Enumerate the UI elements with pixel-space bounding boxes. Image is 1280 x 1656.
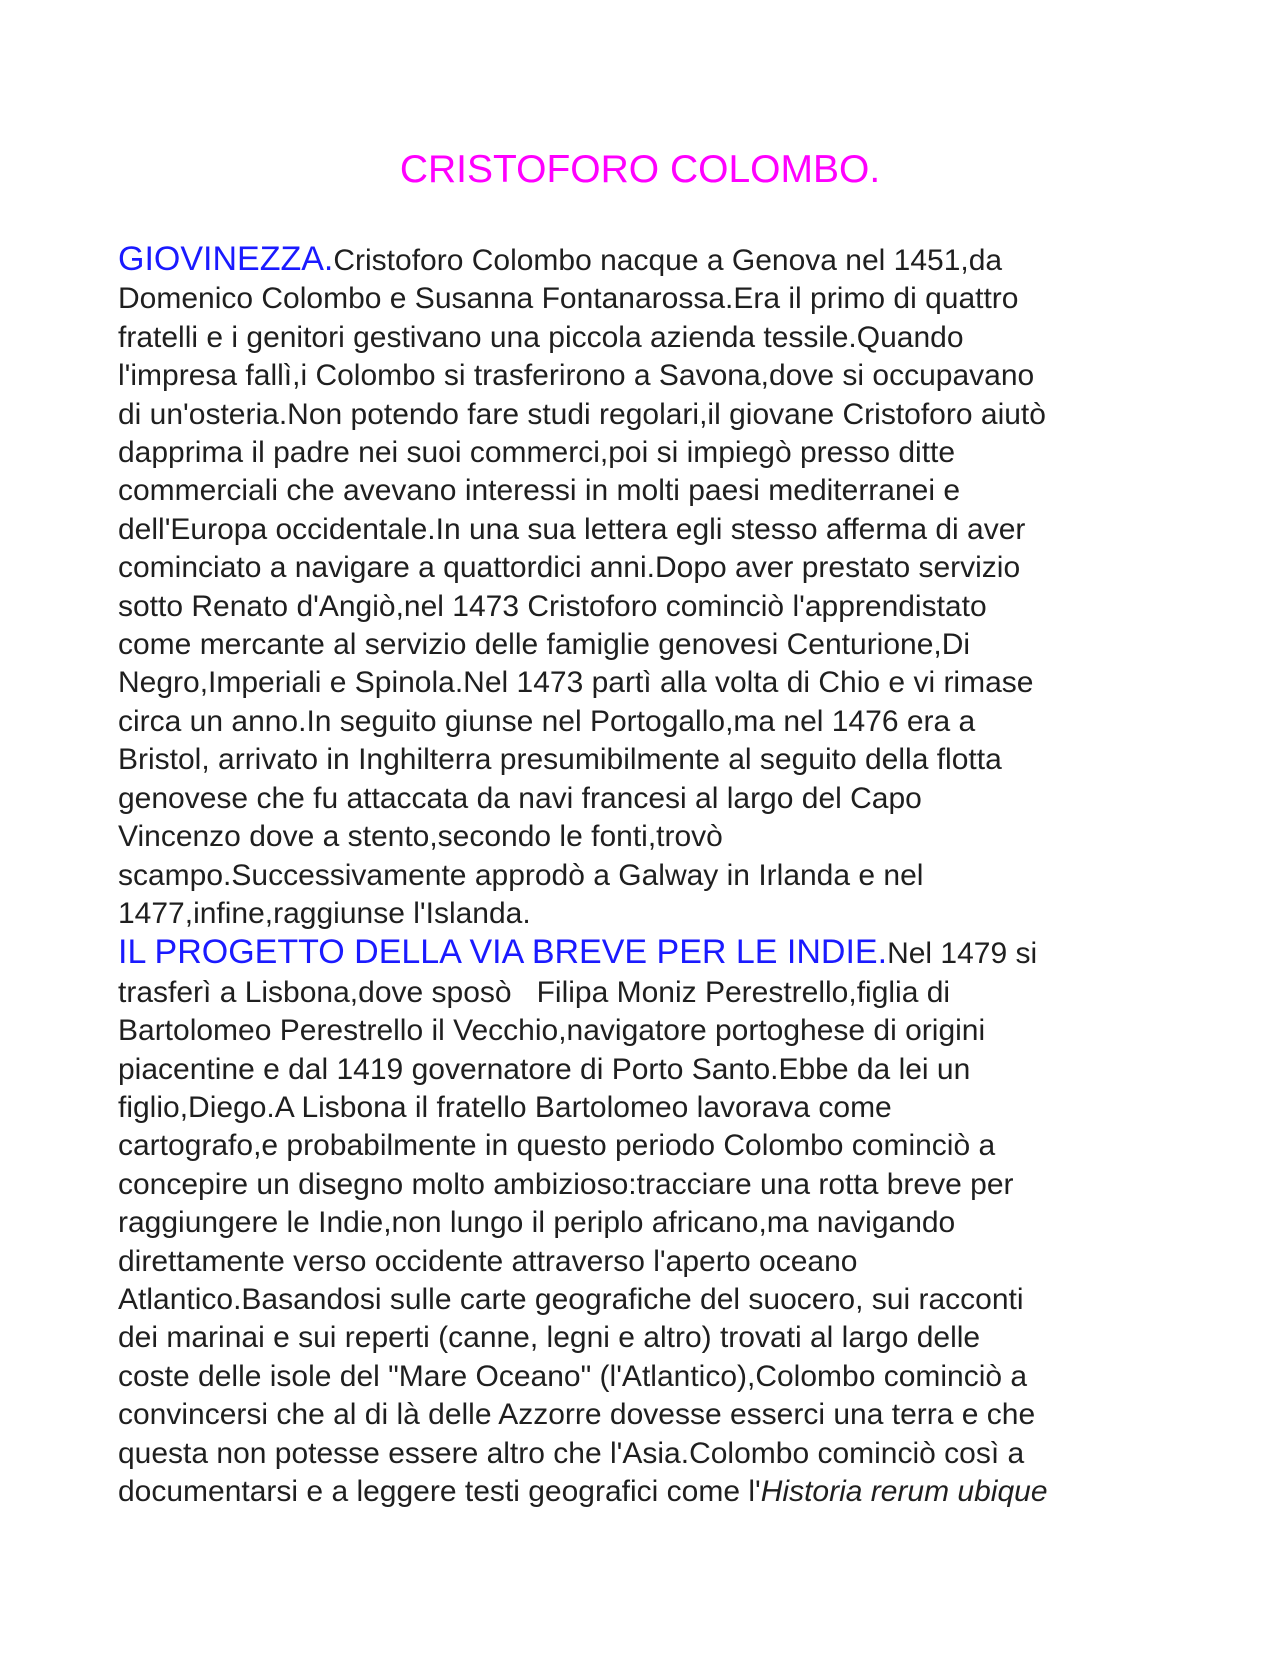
- text-line: [118, 1473, 1198, 1511]
- text-line-content: documentarsi e a leggere testi geografici come l': [118, 1475, 761, 1508]
- text-line: questa non potesse essere altro che l'Asia.Colombo cominciò così a: [118, 1436, 1025, 1470]
- text-line: convincersi che al di là delle Azzorre dovesse esserci una terra e che: [118, 1398, 1036, 1432]
- page-title: CRISTOFORO COLOMBO.: [399, 148, 881, 191]
- section-heading-giovinezza: GIOVINEZZA.: [118, 240, 334, 278]
- text-line: Bristol, arrivato in Inghilterra presumibilmente al seguito della flotta: [118, 743, 1002, 777]
- text-line: raggiungere le Indie,non lungo il periplo africano,ma navigando: [118, 1206, 956, 1240]
- document-body: [118, 240, 1198, 1511]
- text-line: sotto Renato d'Angiò,nel 1473 Cristoforo cominciò l'apprendistato: [118, 589, 987, 623]
- text-line: piacentine e dal 1419 governatore di Porto Santo.Ebbe da lei un: [118, 1052, 971, 1086]
- text-line: cartografo,e probabilmente in questo periodo Colombo cominciò a: [118, 1129, 996, 1163]
- text-line: dapprima il padre nei suoi commerci,poi si impiegò presso ditte: [118, 436, 956, 470]
- text-line: genovese che fu attaccata da navi francesi al largo del Capo: [118, 781, 922, 815]
- text-line-content: Nel 1479 si: [887, 937, 1038, 971]
- text-line: coste delle isole del "Mare Oceano" (l'Atlantico),Colombo cominciò a: [118, 1359, 1028, 1393]
- text-line: trasferì a Lisbona,dove sposò Filipa Moniz Perestrello,figlia di: [118, 975, 951, 1009]
- text-line: di un'osteria.Non potendo fare studi regolari,il giovane Cristoforo aiutò: [118, 397, 1046, 431]
- text-line: fratelli e i genitori gestivano una piccola azienda tessile.Quando: [118, 320, 964, 354]
- text-line: 1477,infine,raggiunse l'Islanda.: [118, 896, 531, 930]
- text-line: dei marinai e sui reperti (canne, legni e altro) trovati al largo delle: [118, 1321, 981, 1355]
- text-line: dell'Europa occidentale.In una sua lettera egli stesso afferma di aver: [118, 512, 1026, 546]
- text-line: Negro,Imperiali e Spinola.Nel 1473 partì alla volta di Chio e vi rimase: [118, 666, 1034, 700]
- text-line: come mercante al servizio delle famiglie genovesi Centurione,Di: [118, 628, 971, 662]
- text-line: [118, 240, 1198, 280]
- text-line: Vincenzo dove a stento,secondo le fonti,trovò: [118, 820, 723, 854]
- text-line: commerciali che avevano interessi in molti paesi mediterranei e: [118, 474, 961, 508]
- text-line: cominciato a navigare a quattordici anni.Dopo aver prestato servizio: [118, 551, 1021, 585]
- section-heading-progetto: IL PROGETTO DELLA VIA BREVE PER LE INDIE.: [118, 933, 888, 972]
- text-line: figlio,Diego.A Lisbona il fratello Bartolomeo lavorava come: [118, 1090, 892, 1124]
- text-line: Bartolomeo Perestrello il Vecchio,navigatore portoghese di origini: [118, 1014, 986, 1048]
- text-line: [118, 933, 1198, 973]
- text-line: scampo.Successivamente approdò a Galway in Irlanda e nel: [118, 858, 924, 892]
- text-line-content: Cristoforo Colombo nacque a Genova nel 1451,da: [333, 244, 1003, 277]
- text-line: Domenico Colombo e Susanna Fontanarossa.Era il primo di quattro: [118, 282, 1019, 316]
- text-line: circa un anno.In seguito giunse nel Portogallo,ma nel 1476 era a: [118, 704, 976, 738]
- text-line: l'impresa fallì,i Colombo si trasferirono a Savona,dove si occupavano: [118, 359, 1035, 393]
- book-title-italic: Historia rerum ubique: [760, 1475, 1048, 1508]
- text-line: Atlantico.Basandosi sulle carte geografiche del suocero, sui racconti: [118, 1282, 1024, 1316]
- text-line: concepire un disegno molto ambizioso:tracciare una rotta breve per: [118, 1167, 1014, 1201]
- text-line: direttamente verso occidente attraverso l'aperto oceano: [118, 1244, 858, 1278]
